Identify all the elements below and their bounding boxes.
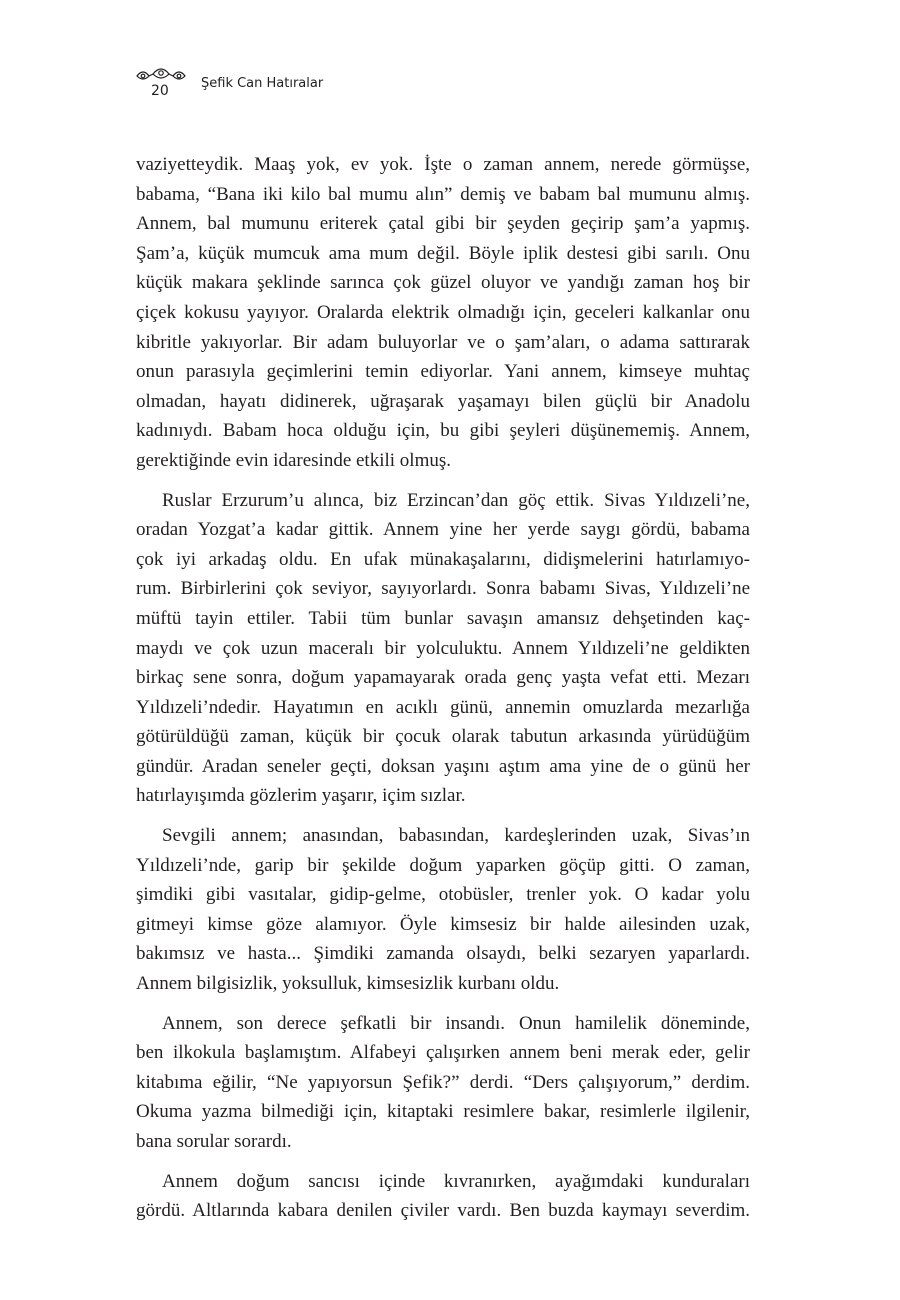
text-line: hatırlayışımda gözlerim yaşarır, içim sızlar.	[136, 785, 466, 807]
text-line: oradan Yozgat’a kadar gittik. Annem yine her yerde saygı gördü, babama	[136, 519, 750, 541]
text-line: birkaç sene sonra, doğum yapamayarak orada genç yaşta vefat etti. Mezarı	[136, 667, 750, 689]
text-line: götürüldüğü zaman, küçük bir çocuk olarak tabutun arkasında yürüdüğüm	[136, 726, 750, 748]
text-line: şimdiki gibi vasıtalar, gidip-gelme, otobüsler, trenler yok. O kadar yolu	[136, 884, 750, 906]
text-line: Annem doğum sancısı içinde kıvranırken, ayağımdaki kunduraları	[162, 1170, 750, 1192]
text-line: bakımsız ve hasta... Şimdiki zamanda olsaydı, belki sezaryen yaparlardı.	[136, 943, 750, 965]
text-line: Şam’a, küçük mumcuk ama mum değil. Böyle iplik destesi gibi sarılı. Onu	[136, 242, 750, 264]
paragraph-3	[136, 821, 750, 999]
paragraph-5	[136, 1167, 750, 1226]
page-header	[135, 64, 455, 104]
text-line: ben ilkokula başlamıştım. Alfabeyi çalışırken annem beni merak eder, gelir	[136, 1042, 750, 1064]
paragraph-2	[136, 486, 750, 812]
text-line: olmadan, hayatı didinerek, uğraşarak yaşamayı bilen güçlü bir Anadolu	[136, 390, 750, 412]
text-line: çiçek kokusu yayıyor. Oralarda elektrik olmadığı için, geceleri kalkanlar onu	[136, 301, 750, 323]
text-line: Ruslar Erzurum’u alınca, biz Erzincan’dan göç ettik. Sivas Yıldızeli’ne,	[162, 489, 750, 511]
text-line: Annem, son derece şefkatli bir insandı. Onun hamilelik döneminde,	[162, 1012, 750, 1034]
paragraph-4	[136, 1009, 750, 1157]
text-line: kibritle yakıyorlar. Bir adam buluyorlar ve o şam’aları, o adama sattırarak	[136, 331, 750, 353]
text-line: gerektiğinde evin idaresinde etkili olmuş.	[136, 449, 452, 471]
text-line: Yıldızeli’ndedir. Hayatımın en acıklı günü, annemin omuzlarda mezarlığa	[136, 696, 750, 718]
body-text	[136, 150, 750, 1236]
text-line: müftü tayin ettiler. Tabii tüm bunlar savaşın amansız dehşetinden kaç-	[136, 607, 750, 629]
text-line: kitabıma eğilir, “Ne yapıyorsun Şefik?” derdi. “Ders çalışıyorum,” derdim.	[136, 1071, 750, 1093]
text-line: gördü. Altlarında kabara denilen çiviler vardı. Ben buzda kaymayı severdim.	[136, 1200, 750, 1222]
text-line: Annem bilgisizlik, yoksulluk, kimsesizlik kurbanı oldu.	[136, 973, 560, 995]
text-line: küçük makara şeklinde sarınca çok güzel oluyor ve yandığı zaman hoş bir	[136, 272, 750, 294]
text-line: gündür. Aradan seneler geçti, doksan yaşını aştım ama yine de o günü her	[136, 755, 750, 777]
text-line: onun parasıyla geçimlerini temin ediyorlar. Yani annem, kimseye muhtaç	[136, 361, 750, 383]
text-line: çok iyi arkadaş oldu. En ufak münakaşalarını, didişmelerini hatırlamıyo-	[136, 548, 750, 570]
text-line: Okuma yazma bilmediği için, kitaptaki resimlere bakar, resimlerle ilgilenir,	[136, 1101, 750, 1123]
paragraph-1	[136, 150, 750, 476]
text-line: Sevgili annem; anasından, babasından, kardeşlerinden uzak, Sivas’ın	[162, 825, 750, 847]
text-line: bana sorular sorardı.	[136, 1131, 292, 1152]
text-line: kadınıydı. Babam hoca olduğu için, bu gibi şeyleri düşünememiş. Annem,	[136, 420, 750, 442]
running-title: Şefik Can Hatıralar	[201, 76, 324, 91]
text-line: Annem, bal mumunu eriterek çatal gibi bir şeyden geçirip şam’a yapmış.	[136, 213, 750, 235]
text-line: gitmeyi kimse göze alamıyor. Öyle kimsesiz bir halde ailesinden uzak,	[136, 913, 750, 935]
page-number: 20	[151, 83, 169, 99]
text-line: Yıldızeli’nde, garip bir şekilde doğum yaparken göçüp gitti. O zaman,	[136, 854, 750, 876]
text-line: rum. Birbirlerini çok seviyor, sayıyorlardı. Sonra babamı Sivas, Yıldızeli’ne	[136, 578, 750, 600]
text-line: babama, “Bana iki kilo bal mumu alın” demiş ve babam bal mumunu almış.	[136, 183, 750, 205]
text-line: maydı ve çok uzun maceralı bir yolculuktu. Annem Yıldızeli’ne geldikten	[136, 637, 750, 659]
text-line: vaziyetteydik. Maaş yok, ev yok. İşte o zaman annem, nerede görmüşse,	[136, 154, 750, 175]
